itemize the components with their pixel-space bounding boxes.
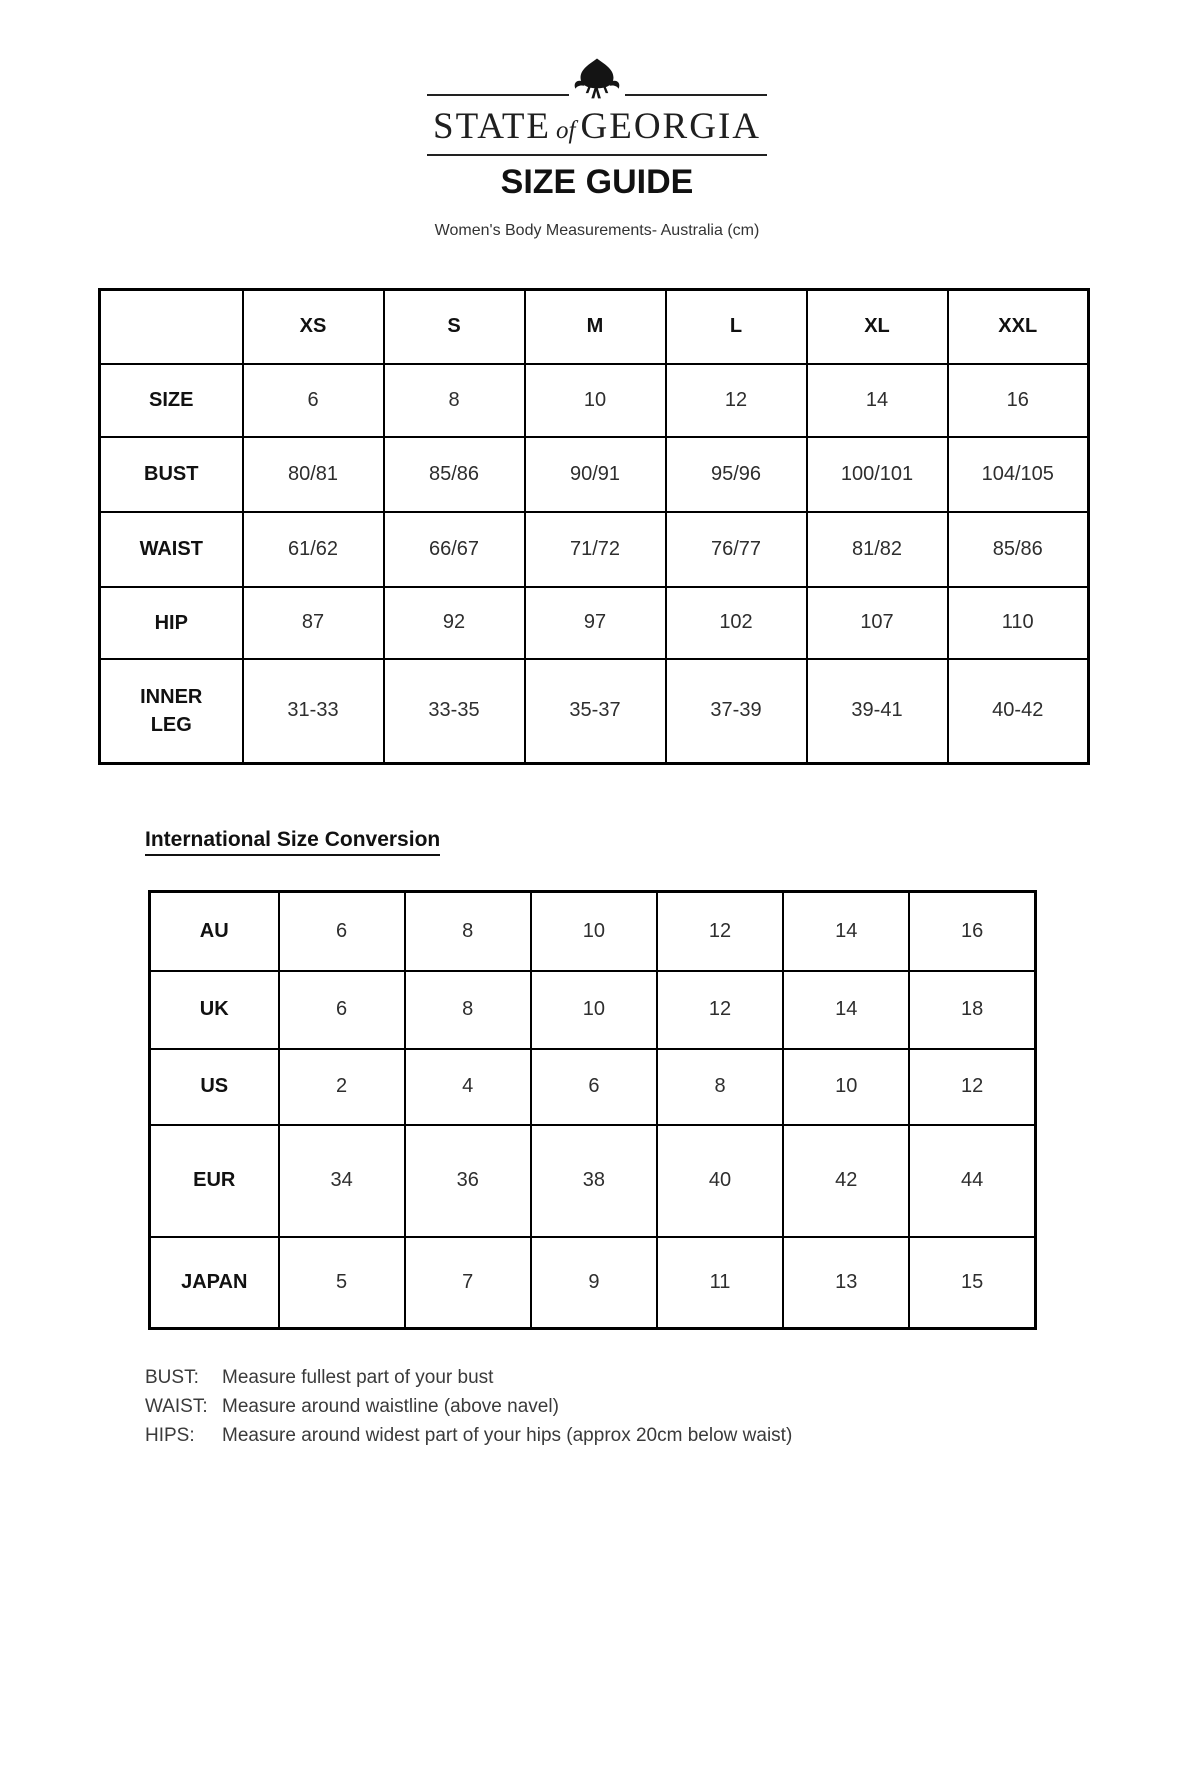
cell-bust-xl: 100/101 xyxy=(807,437,948,512)
cell-au-5: 14 xyxy=(783,892,909,971)
note-hips xyxy=(145,1421,792,1450)
row-label-hip: HIP xyxy=(100,587,243,659)
cell-japan-5: 13 xyxy=(783,1237,909,1329)
cell-japan-3: 9 xyxy=(531,1237,657,1329)
note-hips-text: Measure around widest part of your hips (approx 20cm below waist) xyxy=(222,1425,793,1446)
row-label-japan: JAPAN xyxy=(150,1237,279,1329)
cell-innerleg-xxl: 40-42 xyxy=(948,659,1089,764)
row-label-au: AU xyxy=(150,892,279,971)
brand-logo xyxy=(427,55,767,156)
table-header-row xyxy=(100,290,1089,364)
cell-au-2: 8 xyxy=(405,892,531,971)
conversion-table xyxy=(148,890,1037,1330)
page-title: SIZE GUIDE xyxy=(500,163,694,201)
cell-japan-2: 7 xyxy=(405,1237,531,1329)
cell-hip-xl: 107 xyxy=(807,587,948,659)
cell-au-3: 10 xyxy=(531,892,657,971)
brand-logo-top xyxy=(427,55,767,105)
logo-rule-bottom xyxy=(427,154,767,156)
cell-japan-6: 15 xyxy=(909,1237,1035,1329)
cell-uk-1: 6 xyxy=(279,971,405,1049)
cell-au-6: 16 xyxy=(909,892,1035,971)
table-row-japan xyxy=(150,1237,1036,1329)
cell-hip-l: 102 xyxy=(666,587,807,659)
cell-eur-1: 34 xyxy=(279,1125,405,1237)
cell-us-6: 12 xyxy=(909,1049,1035,1125)
row-label-size: SIZE xyxy=(100,364,243,437)
cell-waist-xxl: 85/86 xyxy=(948,512,1089,587)
note-hips-label: HIPS: xyxy=(145,1425,195,1446)
cell-uk-6: 18 xyxy=(909,971,1035,1049)
table-row-bust xyxy=(100,437,1089,512)
cell-innerleg-xs: 31-33 xyxy=(243,659,384,764)
cell-hip-s: 92 xyxy=(384,587,525,659)
cell-us-3: 6 xyxy=(531,1049,657,1125)
cell-hip-xxl: 110 xyxy=(948,587,1089,659)
cell-waist-xs: 61/62 xyxy=(243,512,384,587)
cell-eur-6: 44 xyxy=(909,1125,1035,1237)
header-cell-m: M xyxy=(525,290,666,364)
cell-eur-3: 38 xyxy=(531,1125,657,1237)
header-cell-empty xyxy=(100,290,243,364)
measurements-table xyxy=(98,288,1090,765)
cell-bust-s: 85/86 xyxy=(384,437,525,512)
cell-bust-xs: 80/81 xyxy=(243,437,384,512)
row-label-us: US xyxy=(150,1049,279,1125)
cell-waist-s: 66/67 xyxy=(384,512,525,587)
note-waist-text: Measure around waistline (above navel) xyxy=(222,1396,559,1417)
cell-us-5: 10 xyxy=(783,1049,909,1125)
table-row-size xyxy=(100,364,1089,437)
note-waist xyxy=(145,1392,792,1421)
header-cell-l: L xyxy=(666,290,807,364)
cell-hip-xs: 87 xyxy=(243,587,384,659)
cell-japan-4: 11 xyxy=(657,1237,783,1329)
cell-bust-xxl: 104/105 xyxy=(948,437,1089,512)
cell-uk-3: 10 xyxy=(531,971,657,1049)
logo-rule-left xyxy=(427,94,569,96)
tree-icon xyxy=(571,57,623,105)
cell-eur-4: 40 xyxy=(657,1125,783,1237)
cell-innerleg-m: 35-37 xyxy=(525,659,666,764)
cell-uk-2: 8 xyxy=(405,971,531,1049)
cell-innerleg-xl: 39-41 xyxy=(807,659,948,764)
row-label-waist: WAIST xyxy=(100,512,243,587)
cell-size-xxl: 16 xyxy=(948,364,1089,437)
cell-uk-5: 14 xyxy=(783,971,909,1049)
cell-size-xl: 14 xyxy=(807,364,948,437)
note-bust xyxy=(145,1363,792,1392)
brand-name-of: of xyxy=(556,117,576,144)
cell-bust-l: 95/96 xyxy=(666,437,807,512)
header-cell-xxl: XXL xyxy=(948,290,1089,364)
cell-us-2: 4 xyxy=(405,1049,531,1125)
table-row-au xyxy=(150,892,1036,971)
row-label-inner-leg: INNER LEG xyxy=(100,659,243,764)
cell-au-4: 12 xyxy=(657,892,783,971)
row-label-eur: EUR xyxy=(150,1125,279,1237)
brand-name-left: STATE xyxy=(433,106,552,147)
header-cell-xl: XL xyxy=(807,290,948,364)
note-bust-label: BUST: xyxy=(145,1367,199,1388)
cell-us-4: 8 xyxy=(657,1049,783,1125)
cell-eur-5: 42 xyxy=(783,1125,909,1237)
cell-eur-2: 36 xyxy=(405,1125,531,1237)
cell-us-1: 2 xyxy=(279,1049,405,1125)
cell-hip-m: 97 xyxy=(525,587,666,659)
cell-size-s: 8 xyxy=(384,364,525,437)
logo-rule-right xyxy=(625,94,767,96)
header-cell-s: S xyxy=(384,290,525,364)
header-cell-xs: XS xyxy=(243,290,384,364)
brand-name xyxy=(427,107,767,148)
cell-size-xs: 6 xyxy=(243,364,384,437)
row-label-uk: UK xyxy=(150,971,279,1049)
cell-size-l: 12 xyxy=(666,364,807,437)
table-row-inner-leg xyxy=(100,659,1089,764)
cell-waist-m: 71/72 xyxy=(525,512,666,587)
note-bust-text: Measure fullest part of your bust xyxy=(222,1367,494,1388)
table-row-us xyxy=(150,1049,1036,1125)
table-row-hip xyxy=(100,587,1089,659)
cell-waist-xl: 81/82 xyxy=(807,512,948,587)
row-label-bust: BUST xyxy=(100,437,243,512)
cell-bust-m: 90/91 xyxy=(525,437,666,512)
brand-name-right: GEORGIA xyxy=(580,106,761,147)
cell-innerleg-l: 37-39 xyxy=(666,659,807,764)
cell-au-1: 6 xyxy=(279,892,405,971)
note-waist-label: WAIST: xyxy=(145,1396,208,1417)
table-row-eur xyxy=(150,1125,1036,1237)
cell-uk-4: 12 xyxy=(657,971,783,1049)
page-subtitle: Women's Body Measurements- Australia (cm) xyxy=(434,222,760,239)
cell-size-m: 10 xyxy=(525,364,666,437)
table-row-uk xyxy=(150,971,1036,1049)
table-row-waist xyxy=(100,512,1089,587)
cell-japan-1: 5 xyxy=(279,1237,405,1329)
cell-innerleg-s: 33-35 xyxy=(384,659,525,764)
measuring-notes xyxy=(145,1363,792,1450)
conversion-heading: International Size Conversion xyxy=(145,828,440,856)
cell-waist-l: 76/77 xyxy=(666,512,807,587)
